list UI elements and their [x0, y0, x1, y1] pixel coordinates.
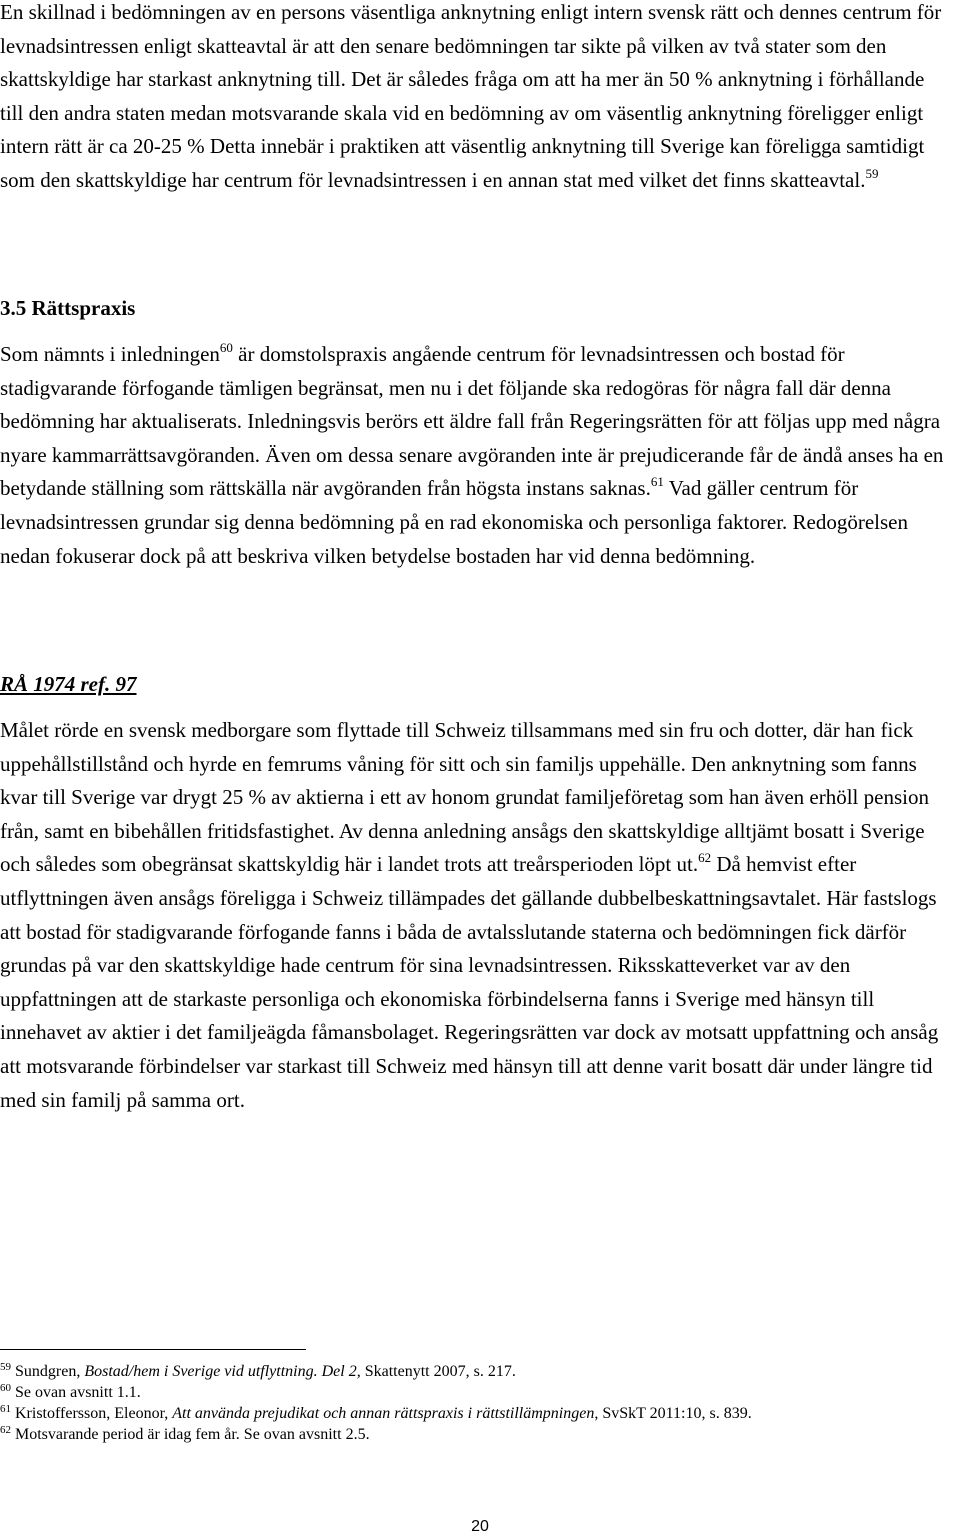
footnote-61: $^{61}$ Kristoffersson, Eleonor, Att använda prejudikat och annan rättspraxis i rättstillämpningen, SvSkT 2011:10, s. 839. — [0, 1403, 752, 1422]
footnote-separator — [0, 1349, 306, 1350]
section-heading: 3.5 Rättspraxis — [0, 296, 136, 320]
body-paragraph-3: Målet rörde en svensk medborgare som flyttade till Schweiz tillsammans med sin fru och dotter, där han fick uppehållstillstånd och hyrde en femrums våning för sitt och sin familjs uppehälle. Den anknytning som fanns kvar till Sverige var drygt 25 % av aktierna i ett av honom grundat familjeföretag som han även erhöll pension från, samt en bibehållen fritidsfastighet. Av denna anledning ansågs den skattskyldige alltjämt bosatt i Sverige och således som obegränsat skattskyldig här i landet trots att treårsperioden löpt ut.$^{62}$ Då hemvist efter utflyttningen även ansågs föreligga i Schweiz tillämpades det gällande dubbelbeskattningsavtalet. Här fastslogs att bostad för stadigvarande förfogande fanns i båda de avtalsslutande staterna och bedömningen fick därför grundas på var den skattskyldige hade centrum för sina levnadsintressen. Riksskatteverket var av den uppfattningen att de starkaste personliga och ekonomiska förbindelserna fanns i Sverige med hänsyn till innehavet av aktier i det familjeägda fåmansbolaget. Regeringsrätten var dock av motsatt uppfattning och ansåg att motsvarande förbindelser var starkast till Schweiz med hänsyn till att denne varit bosatt där under längre tid med sin familj på samma ort. — [0, 718, 939, 1112]
footnotes — [0, 1361, 956, 1445]
body-paragraph-2: Som nämnts i inledningen$^{60}$ är domstolspraxis angående centrum för levnadsintressen och bostad för stadigvarande förfogande tämligen begränsat, men nu i det följande ska redogöras för några fall där denna bedömning har aktualiserats. Inledningsvis berörs ett äldre fall från Regeringsrätten för att följas upp med några nyare kammarrättsavgöranden. Även om dessa senare avgöranden inte är prejudicerande får de ändå anses ha en betydande ställning som rättskälla när avgöranden från högsta instans saknas.$^{61}$ Vad gäller centrum för levnadsintressen grundar sig denna bedömning på en rad ekonomiska och personliga faktorer. Redogörelsen nedan fokuserar dock på att beskriva vilken betydelse bostaden har vid denna bedömning. — [0, 340, 944, 568]
page-number: 20 — [471, 1518, 489, 1535]
case-heading: RÅ 1974 ref. 97 — [0, 672, 137, 696]
footnote-60: $^{60}$ Se ovan avsnitt 1.1. — [0, 1382, 141, 1401]
footnote-ref-61[interactable]: 61 — [650, 474, 664, 490]
body-paragraph-1: En skillnad i bedömningen av en persons väsentliga anknytning enligt intern svensk rätt och dennes centrum för levnadsintressen enligt skatteavtal är att den senare bedömningen tar sikte på vilken av två stater som den skattskyldige har starkast anknytning till. Det är således fråga om att ha mer än 50 % anknytning i förhållande till den andra staten medan motsvarande skala vid en bedömning av om väsentlig anknytning föreligger enligt intern rätt är ca 20-25 % Detta innebär i praktiken att väsentlig anknytning till Sverige kan föreligga samtidigt som den skattskyldige har centrum för levnadsintressen i en annan stat med vilket det finns skatteavtal.$^{59}$ — [0, 0, 942, 192]
footnote-ref-62[interactable]: 62 — [698, 850, 712, 866]
footnote-ref-59[interactable]: 59 — [865, 165, 879, 181]
footnote-59: $^{59}$ Sundgren, Bostad/hem i Sverige vid utflyttning. Del 2, Skattenytt 2007, s. 217. — [0, 1361, 516, 1380]
footnote-62: $^{62}$ Motsvarande period är idag fem år. Se ovan avsnitt 2.5. — [0, 1424, 370, 1443]
footnote-ref-60[interactable]: 60 — [219, 340, 233, 355]
